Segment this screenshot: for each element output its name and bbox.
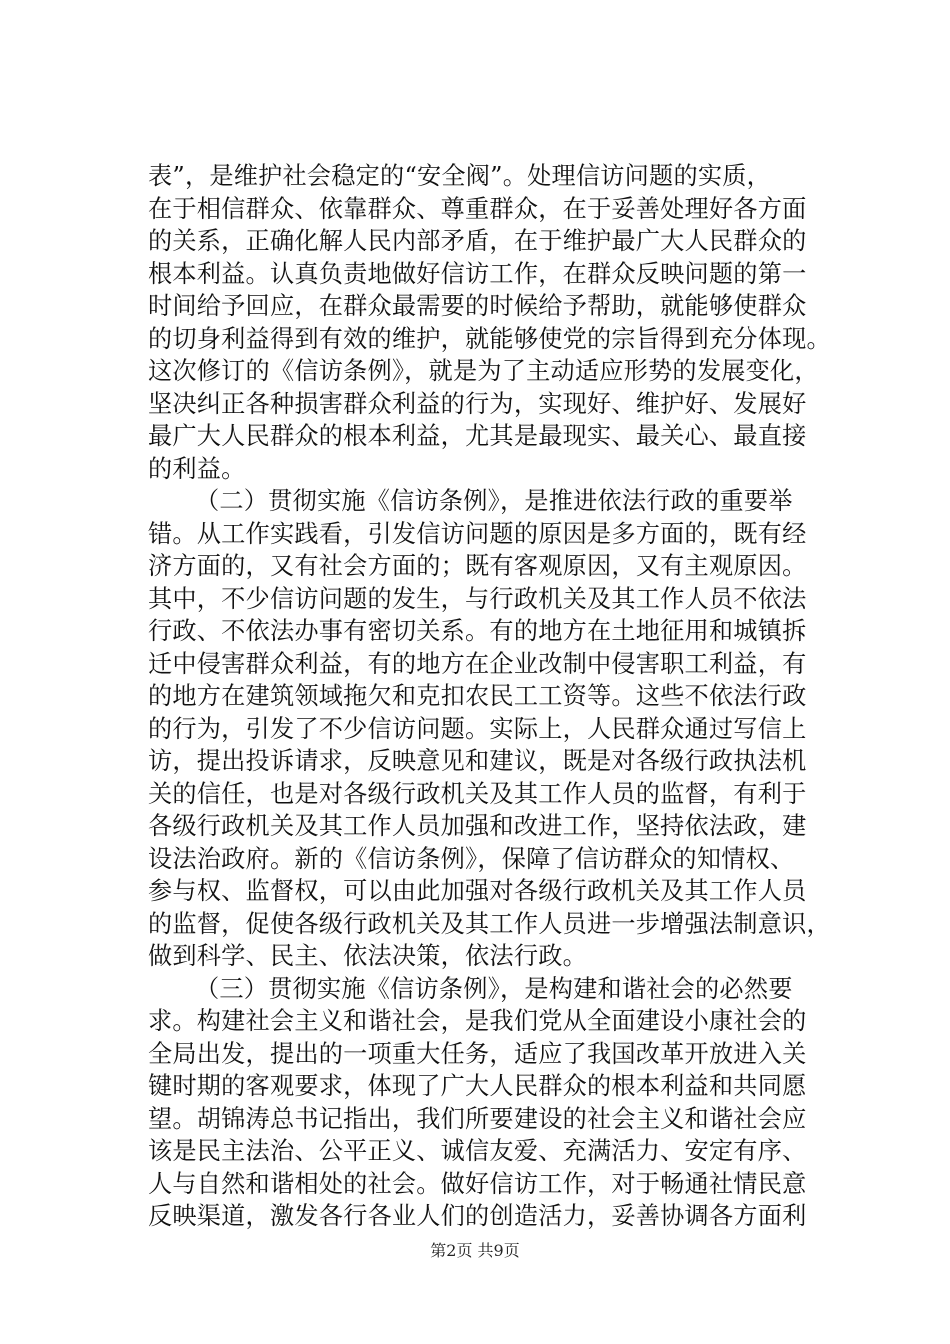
text-line: 各级行政机关及其工作人员加强和改进工作，坚持依法政，建: [148, 812, 807, 840]
text-line: 最广大人民群众的根本利益，尤其是最现实、最关心、最直接: [148, 422, 807, 450]
document-body: [148, 160, 848, 1233]
text-line: 该是民主法治、公平正义、诚信友爱、充满活力、安定有序、: [148, 1137, 807, 1165]
text-line: 根本利益。认真负责地做好信访工作，在群众反映问题的第一: [148, 259, 807, 288]
text-line: 的关系，正确化解人民内部矛盾，在于维护最广大人民群众的: [148, 227, 807, 255]
text-line: 的地方在建筑领域拖欠和克扣农民工工资等。这些不依法行政: [148, 682, 807, 710]
text-line: 关的信任，也是对各级行政机关及其工作人员的监督，有利于: [148, 779, 807, 808]
paragraph-first-line: （二）贯彻实施《信访条例》，是推进依法行政的重要举: [195, 487, 793, 515]
text-line: 的监督，促使各级行政机关及其工作人员进一步增强法制意识，: [148, 909, 831, 938]
text-line: 参与权、监督权，可以由此加强对各级行政机关及其工作人员: [148, 877, 807, 905]
text-line: 其中，不少信访问题的发生，与行政机关及其工作人员不依法: [148, 584, 807, 613]
text-line: 人与自然和谐相处的社会。做好信访工作，对于畅通社情民意: [148, 1169, 807, 1198]
text-line: 在于相信群众、依靠群众、尊重群众，在于妥善处理好各方面: [148, 194, 807, 223]
text-line: 时间给予回应，在群众最需要的时候给予帮助，就能够使群众: [148, 292, 807, 320]
text-line: 键时期的客观要求，体现了广大人民群众的根本利益和共同愿: [148, 1072, 807, 1100]
text-line: 行政、不依法办事有密切关系。有的地方在土地征用和城镇拆: [148, 617, 807, 645]
text-line: 迁中侵害群众利益，有的地方在企业改制中侵害职工利益，有: [148, 649, 807, 678]
text-line: 坚决纠正各种损害群众利益的行为，实现好、维护好、发展好: [148, 389, 807, 418]
paragraph-first-line: （三）贯彻实施《信访条例》，是构建和谐社会的必然要: [195, 974, 793, 1003]
text-line: 做到科学、民主、依法决策，依法行政。: [148, 942, 587, 970]
text-line: 济方面的，又有社会方面的；既有客观原因，又有主观原因。: [148, 552, 807, 580]
text-line: 访，提出投诉请求，反映意见和建议，既是对各级行政执法机: [148, 747, 807, 775]
text-line: 表”，是维护社会稳定的“安全阀”。处理信访问题的实质，: [148, 162, 771, 190]
text-line: 错。从工作实践看，引发信访问题的原因是多方面的，既有经: [148, 519, 807, 548]
text-line: 的利益。: [148, 454, 246, 483]
text-line: 反映渠道，激发各行各业人们的创造活力，妥善协调各方面利: [148, 1202, 807, 1230]
text-line: 设法治政府。新的《信访条例》，保障了信访群众的知情权、: [148, 844, 795, 873]
page-footer: 第2页 共9页: [430, 1241, 520, 1260]
text-line: 望。胡锦涛总书记指出，我们所要建设的社会主义和谐社会应: [148, 1104, 807, 1133]
text-line: 的行为，引发了不少信访问题。实际上，人民群众通过写信上: [148, 714, 807, 743]
text-line: 的切身利益得到有效的维护，就能够使党的宗旨得到充分体现。: [148, 324, 831, 353]
text-line: 这次修订的《信访条例》，就是为了主动适应形势的发展变化，: [148, 357, 819, 385]
text-line: 全局出发，提出的一项重大任务，适应了我国改革开放进入关: [148, 1039, 807, 1068]
text-line: 求。构建社会主义和谐社会，是我们党从全面建设小康社会的: [148, 1007, 807, 1035]
